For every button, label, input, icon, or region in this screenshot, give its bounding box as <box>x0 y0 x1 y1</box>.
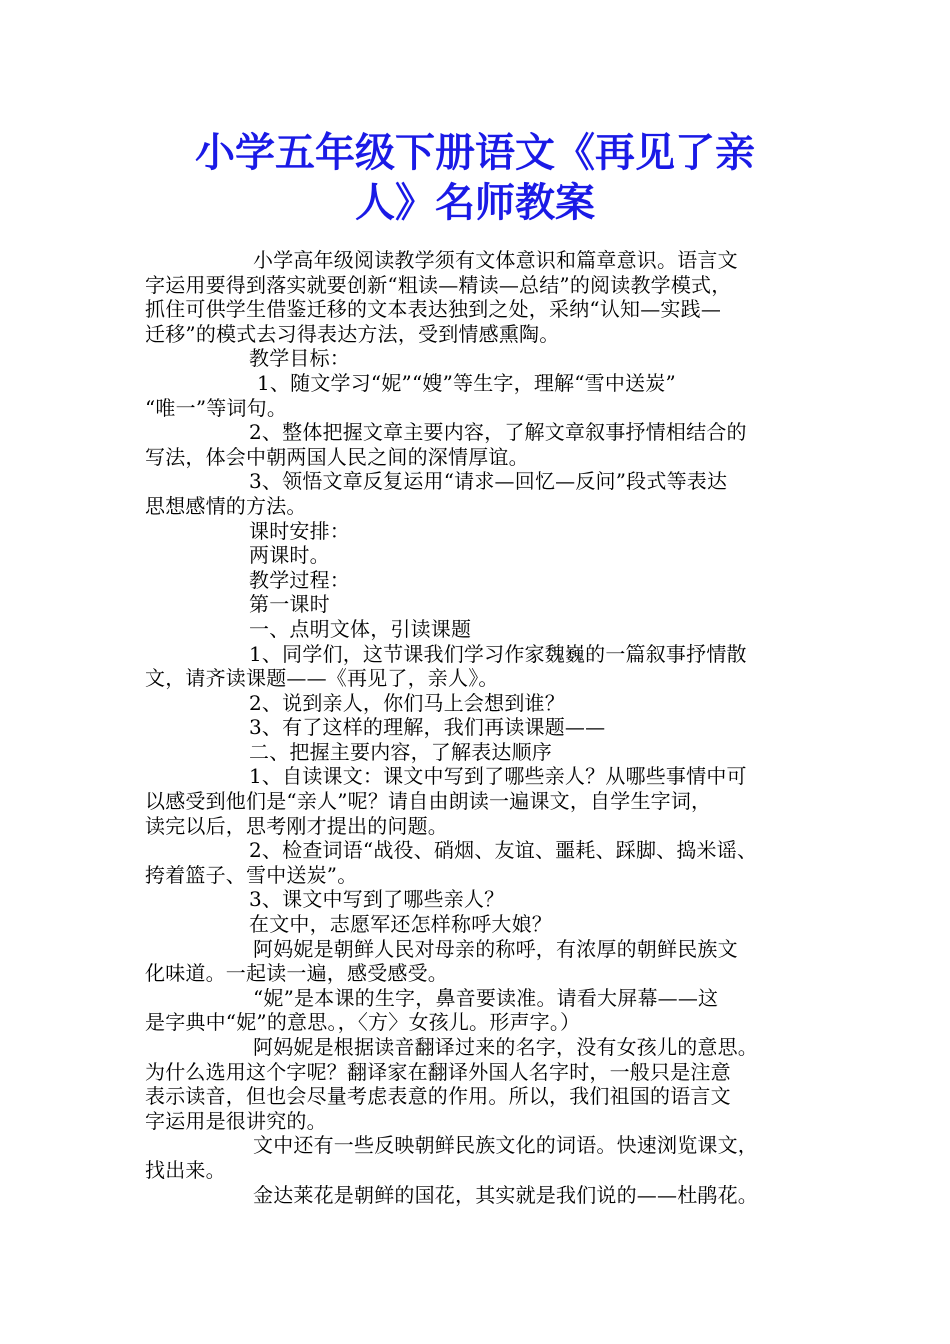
paragraph-line: 2、检查词语“战役、硝烟、友谊、噩耗、踩脚、捣米谣、 <box>249 838 758 863</box>
paragraph-line: 在文中，志愿军还怎样称呼大娘？ <box>249 912 552 937</box>
paragraph-line: 文，请齐读课题——《再见了，亲人》。 <box>145 666 499 691</box>
paragraph-line: 化味道。一起读一遍，感受感受。 <box>145 961 448 986</box>
paragraph-line: 挎着篮子、雪中送炭”。 <box>145 862 358 887</box>
title-line: 人》名师教案 <box>355 180 595 226</box>
paragraph-line: 3、课文中写到了哪些亲人？ <box>249 887 505 912</box>
paragraph-line: 阿妈妮是朝鲜人民对母亲的称呼，有浓厚的朝鲜民族文 <box>253 936 738 961</box>
paragraph-line: 字运用是很讲究的。 <box>145 1108 327 1133</box>
paragraph-line: 写法，体会中朝两国人民之间的深情厚谊。 <box>145 444 529 469</box>
paragraph-line: “唯一”等词句。 <box>145 395 288 420</box>
paragraph-line: 小学高年级阅读教学须有文体意识和篇章意识。语言文 <box>253 248 738 272</box>
paragraph-line: “妮”是本课的生字，鼻音要读准。请看大屏幕——这 <box>253 985 719 1010</box>
paragraph-line: 课时安排： <box>249 518 350 543</box>
paragraph-line: 迁移”的模式去习得表达方法，受到情感熏陶。 <box>145 321 560 346</box>
paragraph-line: 教学目标： <box>249 346 350 371</box>
document-title <box>120 128 830 228</box>
paragraph-line: 1、随文学习“妮”“嫂”等生字，理解“雪中送炭” <box>257 370 676 395</box>
paragraph-line: 3、领悟文章反复运用“请求—回忆—反问”段式等表达 <box>249 469 728 494</box>
paragraph-line: 抓住可供学生借鉴迁移的文本表达独到之处，采纳“认知—实践— <box>145 297 722 322</box>
paragraph-line: 两课时。 <box>249 543 330 568</box>
paragraph-line: 是字典中“妮”的意思。，〈方〉女孩儿。形声字。） <box>145 1010 581 1035</box>
document-body <box>145 248 825 1207</box>
paragraph-line: 文中还有一些反映朝鲜民族文化的词语。快速浏览课文， <box>253 1133 758 1158</box>
paragraph-line: 2、整体把握文章主要内容，了解文章叙事抒情相结合的 <box>249 420 747 445</box>
paragraph-line: 阿妈妮是根据读音翻译过来的名字，没有女孩儿的意思。 <box>253 1035 758 1059</box>
paragraph-line: 2、说到亲人，你们马上会想到谁？ <box>249 690 565 715</box>
paragraph-line: 为什么选用这个字呢？翻译家在翻译外国人名字时，一般只是注意 <box>145 1059 731 1084</box>
paragraph-line: 字运用要得到落实就要创新“粗读—精读—总结”的阅读教学模式， <box>145 272 732 297</box>
paragraph-line: 第一课时 <box>249 592 330 617</box>
paragraph-line: 金达莱花是朝鲜的国花，其实就是我们说的——杜鹃花。 <box>253 1182 758 1207</box>
paragraph-line: 二、把握主要内容，了解表达顺序 <box>249 739 552 764</box>
paragraph-line: 思想感情的方法。 <box>145 493 307 518</box>
paragraph-line: 读完以后，思考刚才提出的问题。 <box>145 813 448 838</box>
paragraph-line: 表示读音，但也会尽量考虑表意的作用。所以，我们祖国的语言文 <box>145 1084 731 1109</box>
title-line: 小学五年级下册语文《再见了亲 <box>195 130 755 176</box>
paragraph-line: 一、点明文体，引读课题 <box>249 616 472 641</box>
paragraph-line: 3、有了这样的理解，我们再读课题—— <box>249 715 606 740</box>
paragraph-line: 以感受到他们是“亲人”呢？请自由朗读一遍课文，自学生字词， <box>145 789 712 814</box>
paragraph-line: 找出来。 <box>145 1157 226 1182</box>
paragraph-line: 教学过程： <box>249 567 350 592</box>
paragraph-line: 1、同学们，这节课我们学习作家魏巍的一篇叙事抒情散 <box>249 641 747 666</box>
paragraph-line: 1、自读课文：课文中写到了哪些亲人？从哪些事情中可 <box>249 764 747 789</box>
